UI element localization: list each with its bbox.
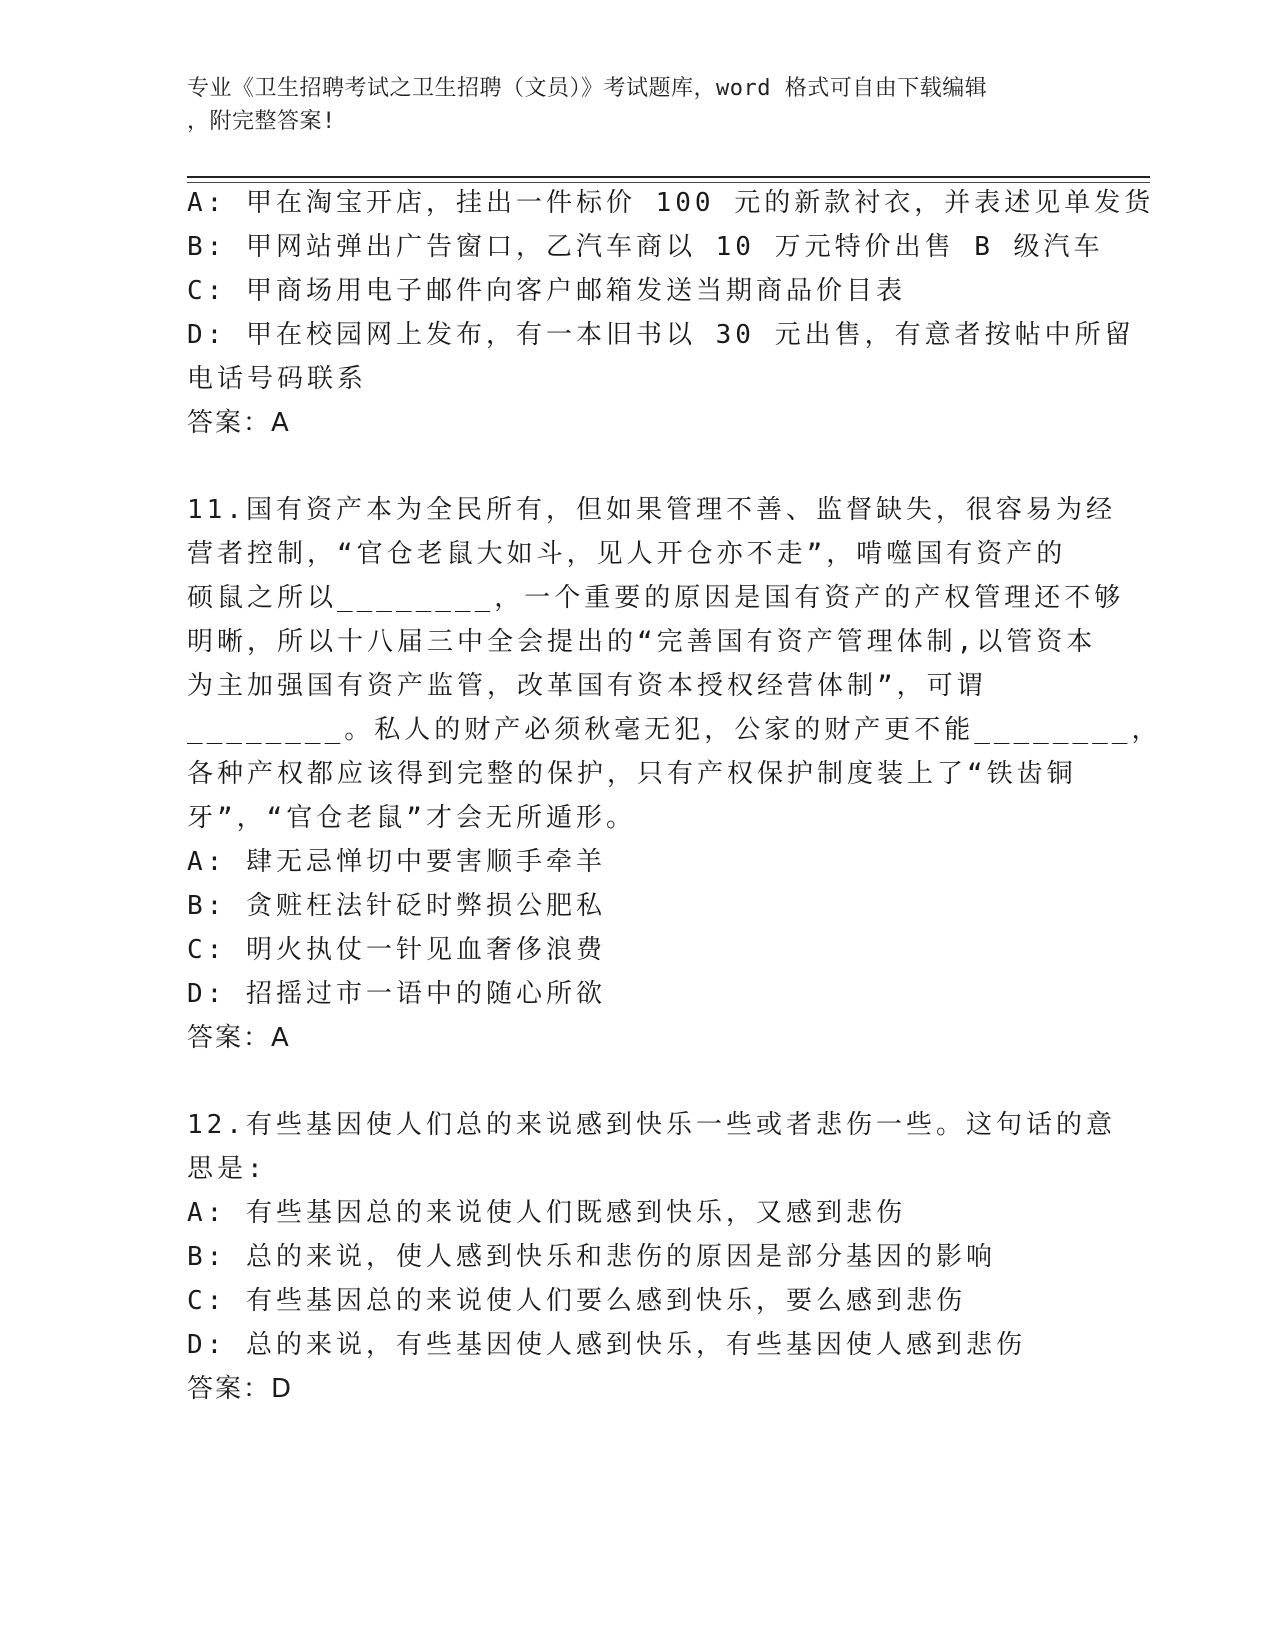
q11-option-a: A: 肆无忌惮切中要害顺手牵羊: [187, 847, 606, 877]
q11-option-c: C: 明火执仗一针见血奢侈浪费: [187, 935, 606, 965]
q12-option-d: D: 总的来说，有些基因使人感到快乐，有些基因使人感到悲伤: [187, 1330, 1026, 1360]
q11-stem-line-2: 营者控制，“官仓老鼠大如斗，见人开仓亦不走”，啃噬国有资产的: [187, 539, 1067, 569]
q10-option-a: A: 甲在淘宝开店，挂出一件标价 100 元的新款衬衣，并表述见单发货: [187, 188, 1155, 218]
q10-answer: 答案：A: [187, 408, 291, 438]
q11-stem-line-5: 为主加强国有资产监管，改革国有资本授权经营体制”，可谓: [187, 671, 987, 701]
q10-option-b: B: 甲网站弹出广告窗口，乙汽车商以 10 万元特价出售 B 级汽车: [187, 232, 1104, 262]
q10-option-d-cont: 电话号码联系: [187, 364, 368, 394]
q11-stem-line-8: 牙”，“官仓老鼠”才会无所遁形。: [187, 803, 636, 833]
q11-option-d: D: 招摇过市一语中的随心所欲: [187, 979, 606, 1009]
header-line-2: ，附完整答案!: [187, 109, 336, 134]
q10-option-c: C: 甲商场用电子邮件向客户邮箱发送当期商品价目表: [187, 276, 906, 306]
q11-answer: 答案：A: [187, 1023, 291, 1053]
q11-option-b: B: 贪赃枉法针砭时弊损公肥私: [187, 891, 606, 921]
q12-answer: 答案：D: [187, 1374, 294, 1404]
header-rule-thin: [187, 182, 1150, 183]
q12-stem-line-1: 12.有些基因使人们总的来说感到快乐一些或者悲伤一些。这句话的意: [187, 1110, 1116, 1140]
q12-stem-line-2: 思是:: [187, 1154, 267, 1184]
q12-option-a: A: 有些基因总的来说使人们既感到快乐，又感到悲伤: [187, 1198, 906, 1228]
q11-stem-line-7: 各种产权都应该得到完整的保护，只有产权保护制度装上了“铁齿铜: [187, 759, 1077, 789]
q10-option-d: D: 甲在校园网上发布，有一本旧书以 30 元出售，有意者按帖中所留: [187, 320, 1135, 350]
q12-option-c: C: 有些基因总的来说使人们要么感到快乐，要么感到悲伤: [187, 1286, 966, 1316]
header-rule-thick: [187, 176, 1150, 178]
q12-option-b: B: 总的来说，使人感到快乐和悲伤的原因是部分基因的影响: [187, 1242, 996, 1272]
q11-stem-line-4: 明晰，所以十八届三中全会提出的“完善国有资产管理体制,以管资本: [187, 627, 1097, 657]
header-line-1: 专业《卫生招聘考试之卫生招聘（文员）》考试题库，word 格式可自由下载编辑: [187, 76, 988, 101]
q11-stem-line-6: ________。私人的财产必须秋毫无犯，公家的财产更不能________，: [187, 715, 1162, 745]
q11-stem-line-3: 硕鼠之所以________，一个重要的原因是国有资产的产权管理还不够: [187, 583, 1125, 613]
document-header: [187, 72, 1067, 138]
q11-stem-line-1: 11.国有资产本为全民所有，但如果管理不善、监督缺失，很容易为经: [187, 495, 1116, 525]
